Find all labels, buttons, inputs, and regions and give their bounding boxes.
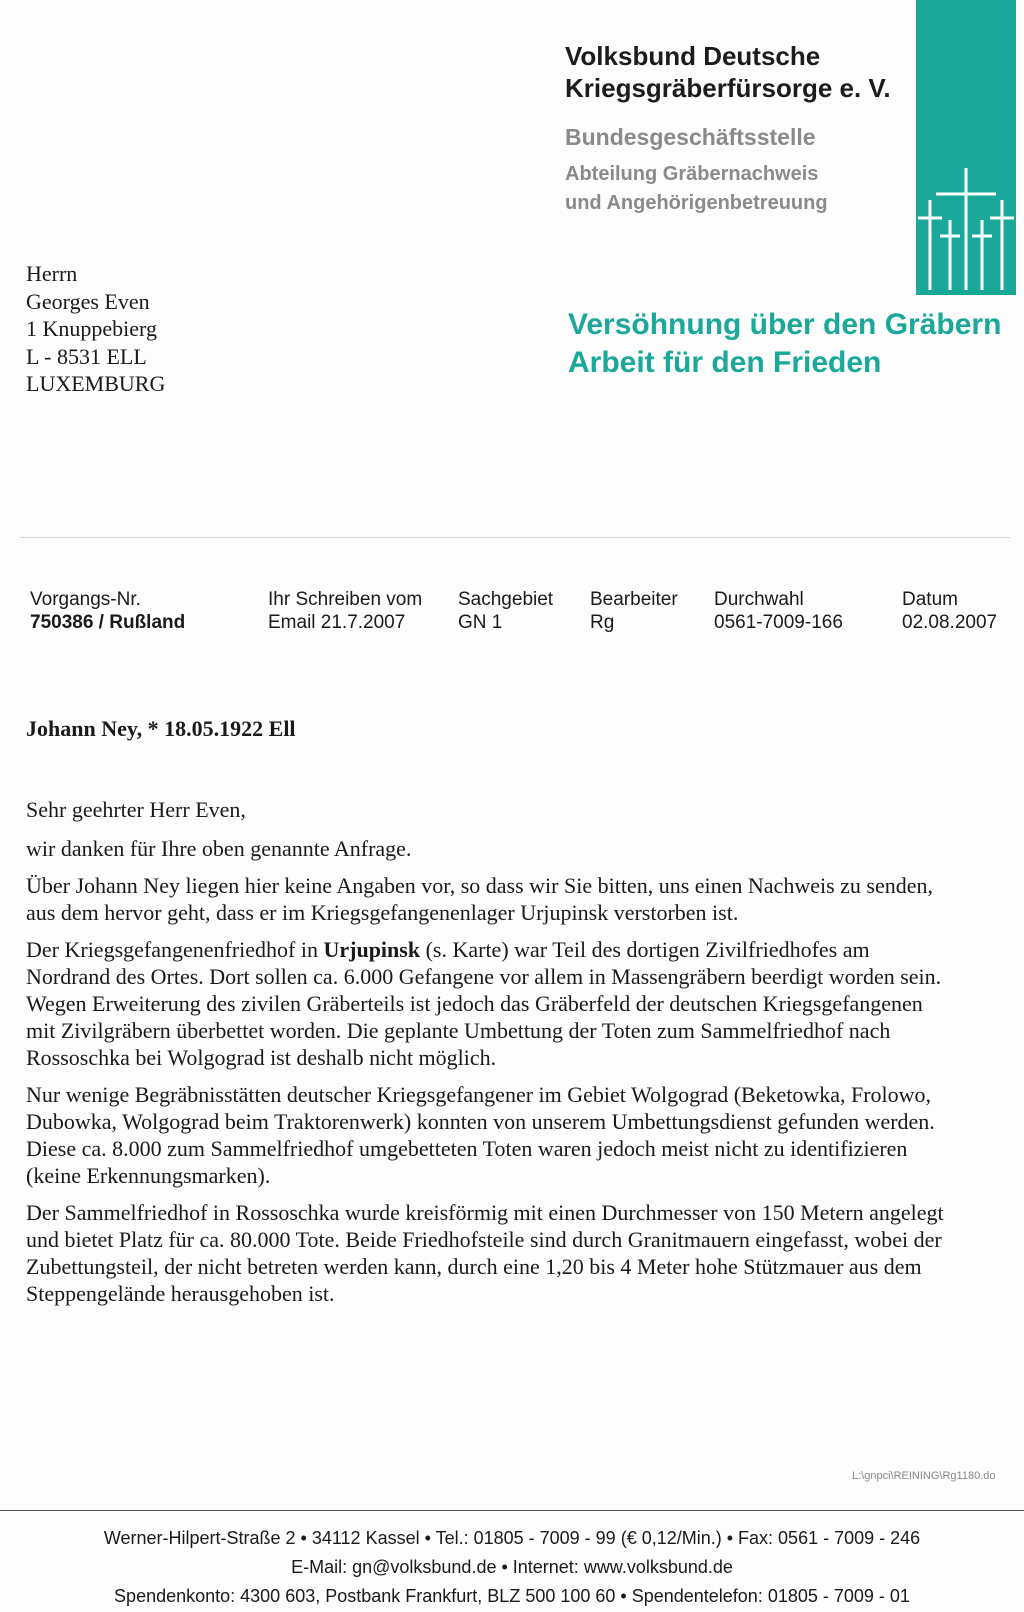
organization-name	[565, 40, 891, 104]
salutation: Sehr geehrter Herr Even,	[26, 797, 246, 822]
reference-value: 750386 / Rußland	[30, 612, 186, 633]
reference-your-letter	[268, 588, 422, 634]
reference-label: Ihr Schreiben vom	[268, 589, 423, 610]
letter-body	[26, 796, 956, 1317]
recipient-line: LUXEMBURG	[26, 371, 166, 396]
recipient-line: L - 8531 ELL	[26, 343, 147, 369]
motto-line1: Versöhnung über den Gräbern	[568, 308, 1002, 341]
motto-line2: Arbeit für den Frieden	[568, 346, 882, 379]
paragraph: wir danken für Ihre oben genannte Anfrage.	[26, 836, 412, 861]
office-name: Bundesgeschäftsstelle	[565, 124, 816, 150]
reference-case-number	[30, 588, 185, 634]
reference-date	[902, 588, 997, 634]
department-line2: und Angehörigenbetreuung	[565, 192, 828, 214]
department-name	[565, 160, 828, 218]
footer-bank: Spendenkonto: 4300 603, Postbank Frankfurt, BLZ 500 100 60 • Spendentelefon: 01805 - 7009 - 01	[114, 1586, 910, 1606]
paragraph: Der Sammelfriedhof in Rossoschka wurde kreisförmig mit einen Durchmesser von 150 Metern angelegt und bietet Platz für ca. 80.000 Tote. Beide Friedhofsteile sind durch Granitmauern eingefasst, wobei der Zubettungsteil, der nicht betreten werden kann, durch eine 1,20 bis 4 Meter hohe Stützmauer aus dem Steppengelände herausgehoben ist.	[26, 1200, 944, 1306]
footer-address: Werner-Hilpert-Straße 2 • 34112 Kassel • Tel.: 01805 - 7009 - 99 (€ 0,12/Min.) • Fax: 0561 - 7009 - 246	[103, 1528, 921, 1548]
crosses-icon	[916, 160, 1016, 295]
reference-label: Datum	[902, 589, 958, 610]
footer	[0, 1524, 1024, 1611]
paragraph: Über Johann Ney liegen hier keine Angaben vor, so dass wir Sie bitten, uns einen Nachweis zu senden, aus dem hervor geht, dass er im Kriegsgefangenenlager Urjupinsk verstorben ist.	[26, 873, 933, 925]
subject-line: Johann Ney, * 18.05.1922 Ell	[26, 716, 296, 741]
reference-value: 02.08.2007	[902, 612, 998, 633]
reference-value: Rg	[590, 612, 615, 633]
organization-name-line2: Kriegsgräberfürsorge e. V.	[565, 73, 891, 103]
reference-label: Bearbeiter	[590, 589, 678, 610]
fold-line	[20, 537, 1010, 538]
organization-name-line1: Volksbund Deutsche	[565, 41, 821, 71]
reference-label: Durchwahl	[714, 589, 804, 610]
reference-value: 0561-7009-166	[714, 612, 843, 633]
reference-label: Sachgebiet	[458, 589, 554, 610]
recipient-line: 1 Knuppebierg	[26, 316, 157, 341]
motto	[568, 306, 1001, 382]
reference-phone	[714, 588, 843, 634]
paragraph-text: Der Kriegsgefangenenfriedhof in	[26, 937, 324, 962]
document-path: L:\gnpci\REINING\Rg1180.do	[852, 1470, 996, 1482]
footer-contact: E-Mail: gn@volksbund.de • Internet: www.volksbund.de	[291, 1557, 733, 1577]
recipient-address	[26, 260, 165, 398]
paragraph-text: (s. Karte) war Teil des dortigen Zivilfriedhofes am Nordrand des Ortes. Dort sollen ca. 6.000 Gefangene vor allem in Massengräbern beerdigt worden sein. Wegen Erweiterung des zivilen Gräberteils ist jedoch das Gräberfeld der deutschen Kriegsgefangenen mit Zivilgräbern überbettet worden. Die geplante Umbettung der Toten zum Sammelfriedhof nach Rossoschka bei Wolgograd ist deshalb nicht möglich.	[26, 937, 942, 1070]
reference-label: Vorgangs-Nr.	[30, 589, 141, 610]
department-line1: Abteilung Gräbernachweis	[565, 163, 819, 185]
recipient-line: Herrn	[26, 261, 78, 286]
reference-clerk	[590, 588, 678, 634]
place-name: Urjupinsk	[323, 937, 421, 962]
footer-rule	[0, 1510, 1024, 1511]
recipient-line: Georges Even	[26, 288, 150, 314]
reference-department	[458, 588, 553, 634]
reference-value: Email 21.7.2007	[268, 612, 406, 633]
reference-value: GN 1	[458, 612, 503, 633]
paragraph: Nur wenige Begräbnisstätten deutscher Kriegsgefangener im Gebiet Wolgograd (Beketowka, Frolowo, Dubowka, Wolgograd beim Traktorenwerk) konnten von unserem Umbettungsdienst gefunden werden. Diese ca. 8.000 zum Sammelfriedhof umgebetteten Toten waren jedoch meist nicht zu identifizieren (keine Erkennungsmarken).	[26, 1082, 935, 1188]
paragraph	[26, 936, 956, 1071]
